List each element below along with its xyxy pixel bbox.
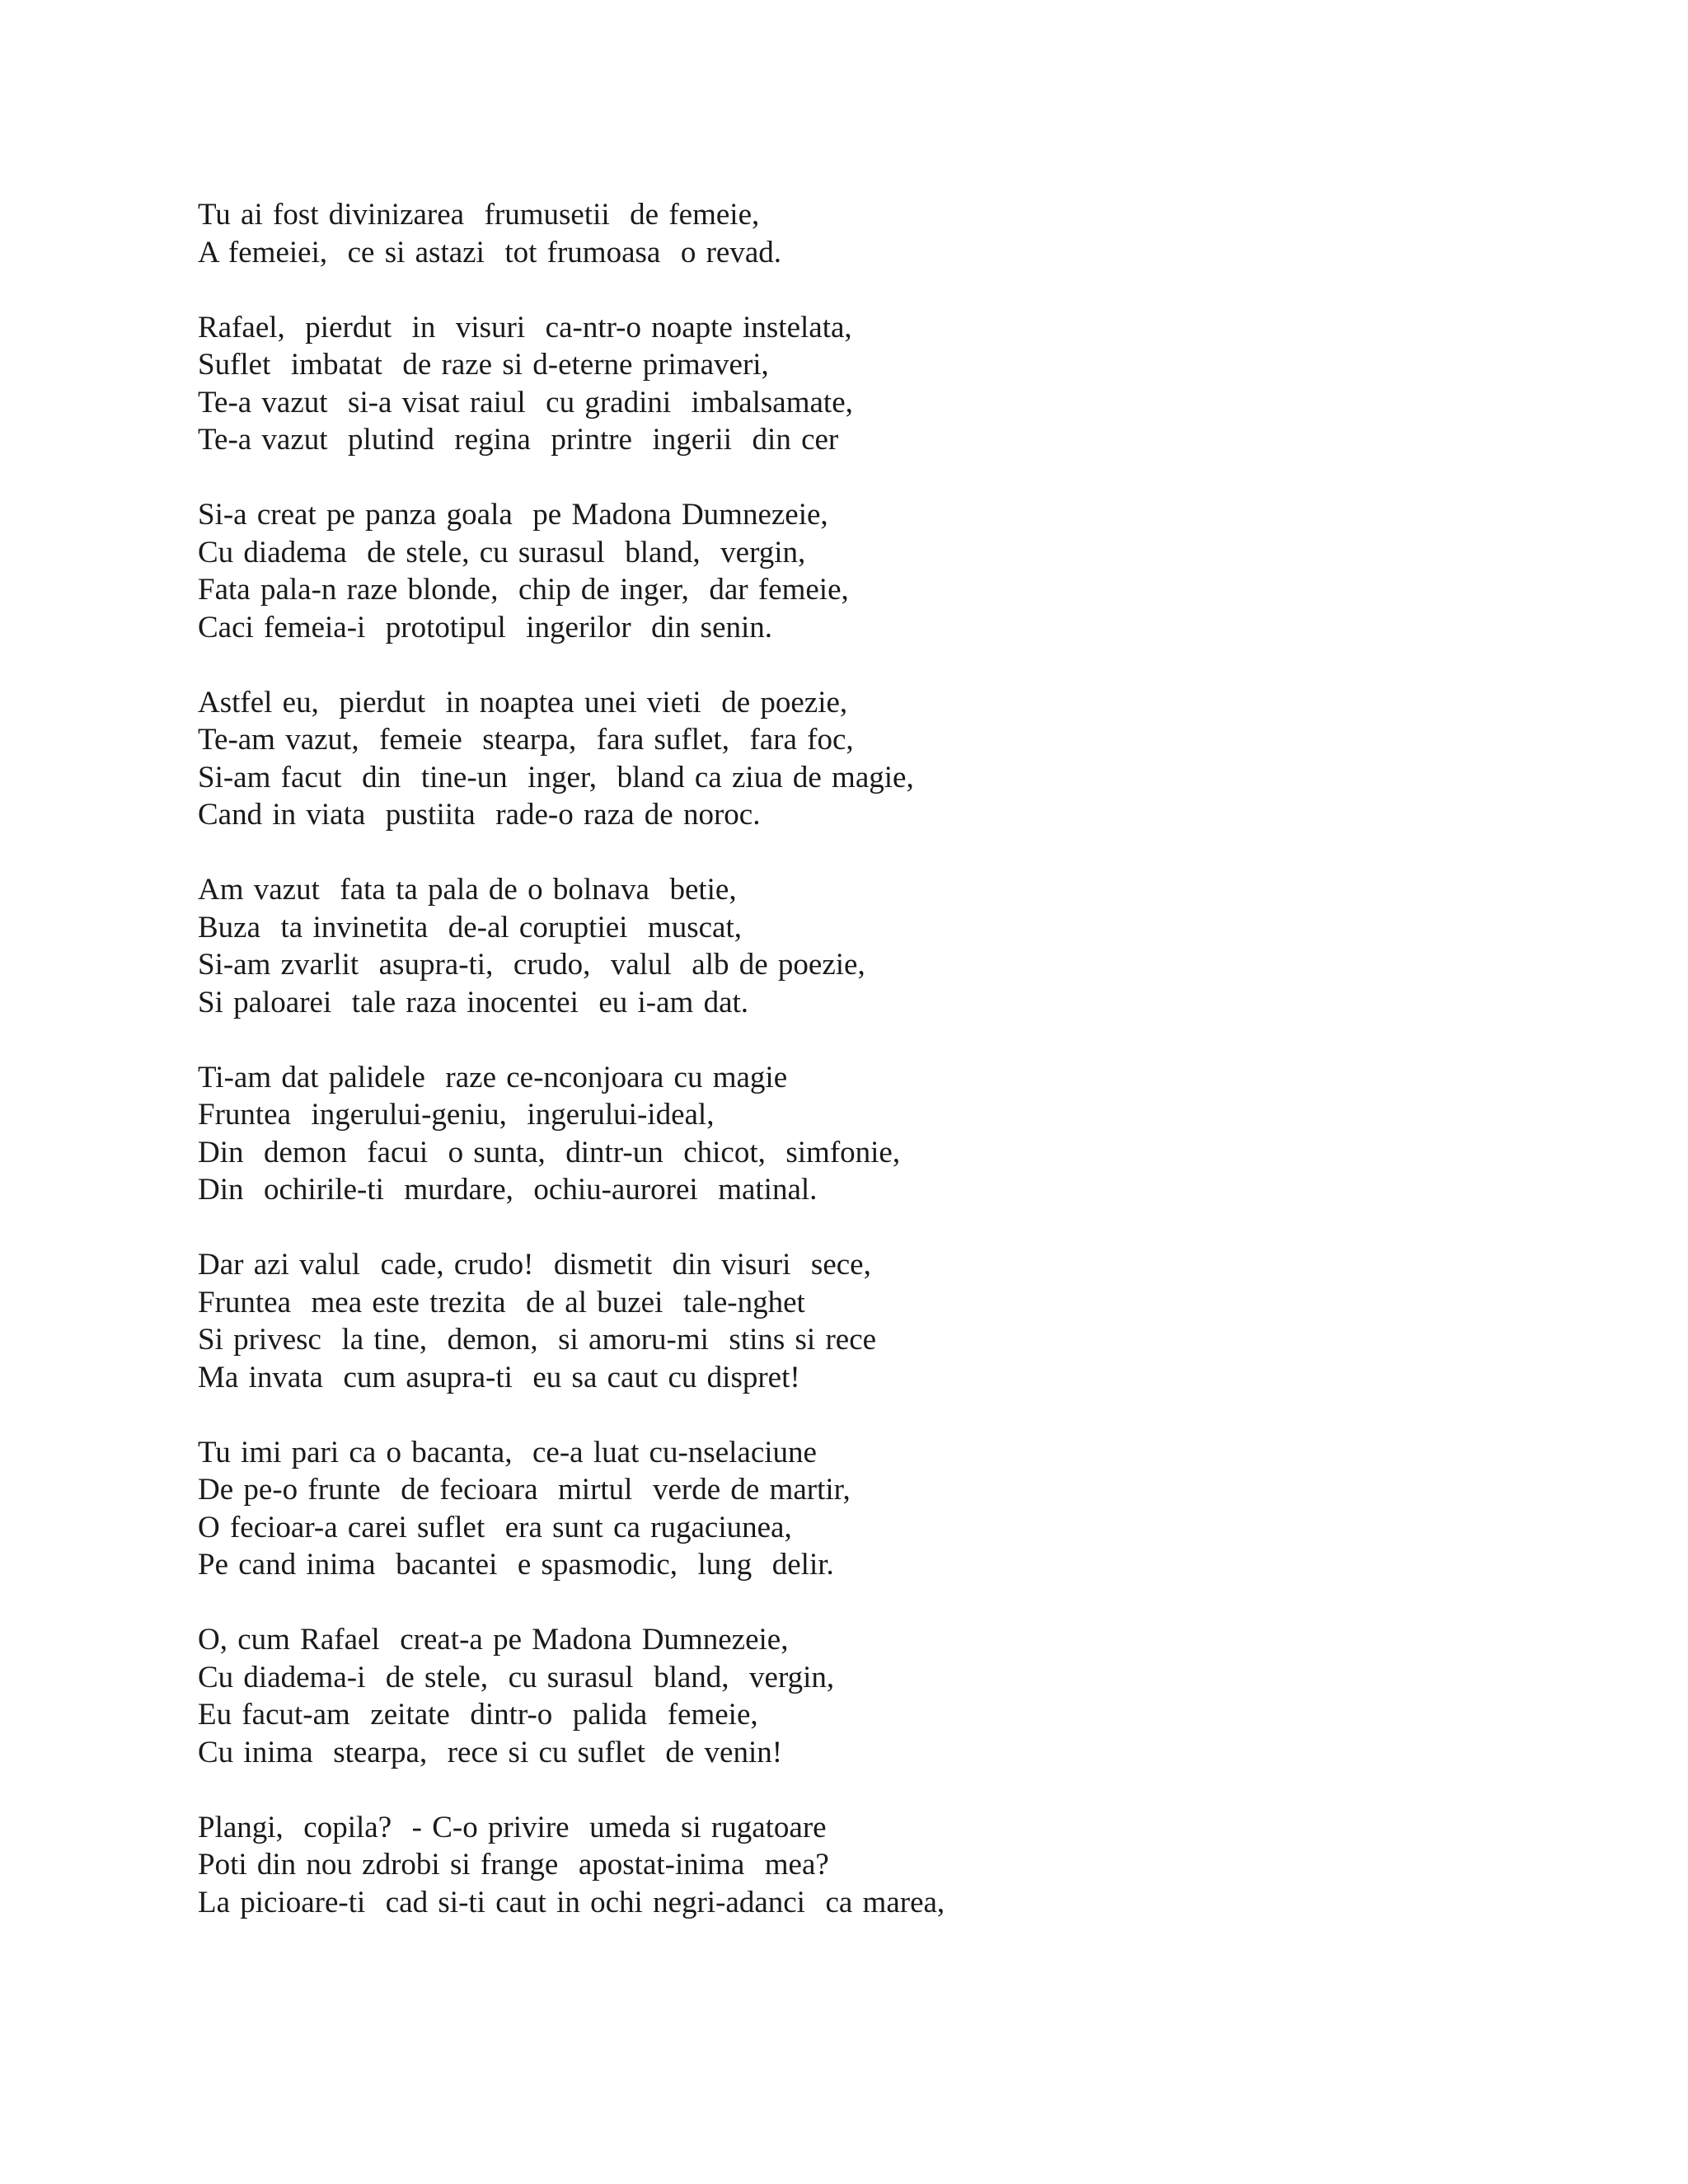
stanza-4 <box>198 684 1599 834</box>
stanza-9 <box>198 1621 1599 1771</box>
poem-line: Pe cand inima bacantei e spasmodic, lung delir. <box>198 1548 834 1582</box>
poem-body <box>198 196 1599 1959</box>
poem-line: O fecioar-a carei suflet era sunt ca rugaciunea, <box>198 1510 792 1544</box>
poem-line: Si paloarei tale raza inocentei eu i-am dat. <box>198 985 749 1019</box>
poem-line: Am vazut fata ta pala de o bolnava betie, <box>198 873 737 907</box>
poem-line: Eu facut-am zeitate dintr-o palida femeie, <box>198 1698 758 1732</box>
poem-line: Fruntea ingerului-geniu, ingerului-ideal, <box>198 1098 715 1132</box>
poem-line: Cu diadema-i de stele, cu surasul bland, vergin, <box>198 1660 835 1694</box>
stanza-2 <box>198 309 1599 459</box>
poem-line: Si-am facut din tine-un inger, bland ca ziua de magie, <box>198 760 914 794</box>
stanza-7 <box>198 1246 1599 1396</box>
poem-line: De pe-o frunte de fecioara mirtul verde de martir, <box>198 1473 851 1507</box>
poem-line: Te-a vazut plutind regina printre ingerii din cer <box>198 423 839 457</box>
poem-line: Suflet imbatat de raze si d-eterne primaveri, <box>198 348 769 382</box>
poem-line: Fruntea mea este trezita de al buzei tale-nghet <box>198 1285 805 1319</box>
stanza-8 <box>198 1434 1599 1584</box>
stanza-1 <box>198 196 1599 271</box>
poem-line: Plangi, copila? - C-o privire umeda si rugatoare <box>198 1810 827 1844</box>
poem-line: Cu diadema de stele, cu surasul bland, vergin, <box>198 535 806 569</box>
stanza-10 <box>198 1809 1599 1922</box>
poem-line: Tu ai fost divinizarea frumusetii de femeie, <box>198 198 760 232</box>
poem-line: A femeiei, ce si astazi tot frumoasa o revad. <box>198 235 781 269</box>
poem-line: Si-am zvarlit asupra-ti, crudo, valul alb de poezie, <box>198 948 865 982</box>
poem-line: Din demon facui o sunta, dintr-un chicot, simfonie, <box>198 1135 901 1169</box>
poem-line: Caci femeia-i prototipul ingerilor din senin. <box>198 610 773 644</box>
poem-line: Si privesc la tine, demon, si amoru-mi stins si rece <box>198 1323 877 1357</box>
poem-line: Ti-am dat palidele raze ce-nconjoara cu magie <box>198 1060 788 1094</box>
poem-line: Dar azi valul cade, crudo! dismetit din visuri sece, <box>198 1248 871 1282</box>
poem-line: O, cum Rafael creat-a pe Madona Dumnezeie, <box>198 1623 789 1657</box>
poem-line: Din ochirile-ti murdare, ochiu-aurorei matinal. <box>198 1173 818 1207</box>
poem-line: Cand in viata pustiita rade-o raza de noroc. <box>198 798 761 832</box>
poem-line: Te-am vazut, femeie stearpa, fara suflet, fara foc, <box>198 723 854 757</box>
poem-line: Ma invata cum asupra-ti eu sa caut cu dispret! <box>198 1360 800 1394</box>
poem-line: Astfel eu, pierdut in noaptea unei vieti de poezie, <box>198 685 848 719</box>
stanza-6 <box>198 1059 1599 1209</box>
poem-line: Poti din nou zdrobi si frange apostat-inima mea? <box>198 1848 829 1882</box>
stanza-3 <box>198 496 1599 646</box>
poem-line: Buza ta invinetita de-al coruptiei muscat, <box>198 910 742 944</box>
poem-line: Rafael, pierdut in visuri ca-ntr-o noapte instelata, <box>198 310 852 344</box>
poem-line: Si-a creat pe panza goala pe Madona Dumnezeie, <box>198 498 828 532</box>
poem-line: Te-a vazut si-a visat raiul cu gradini imbalsamate, <box>198 385 853 419</box>
poem-line: Tu imi pari ca o bacanta, ce-a luat cu-nselaciune <box>198 1435 817 1469</box>
poem-line: Fata pala-n raze blonde, chip de inger, dar femeie, <box>198 573 849 607</box>
poem-line: La picioare-ti cad si-ti caut in ochi negri-adanci ca marea, <box>198 1885 945 1919</box>
poem-line: Cu inima stearpa, rece si cu suflet de venin! <box>198 1735 783 1769</box>
stanza-5 <box>198 871 1599 1021</box>
